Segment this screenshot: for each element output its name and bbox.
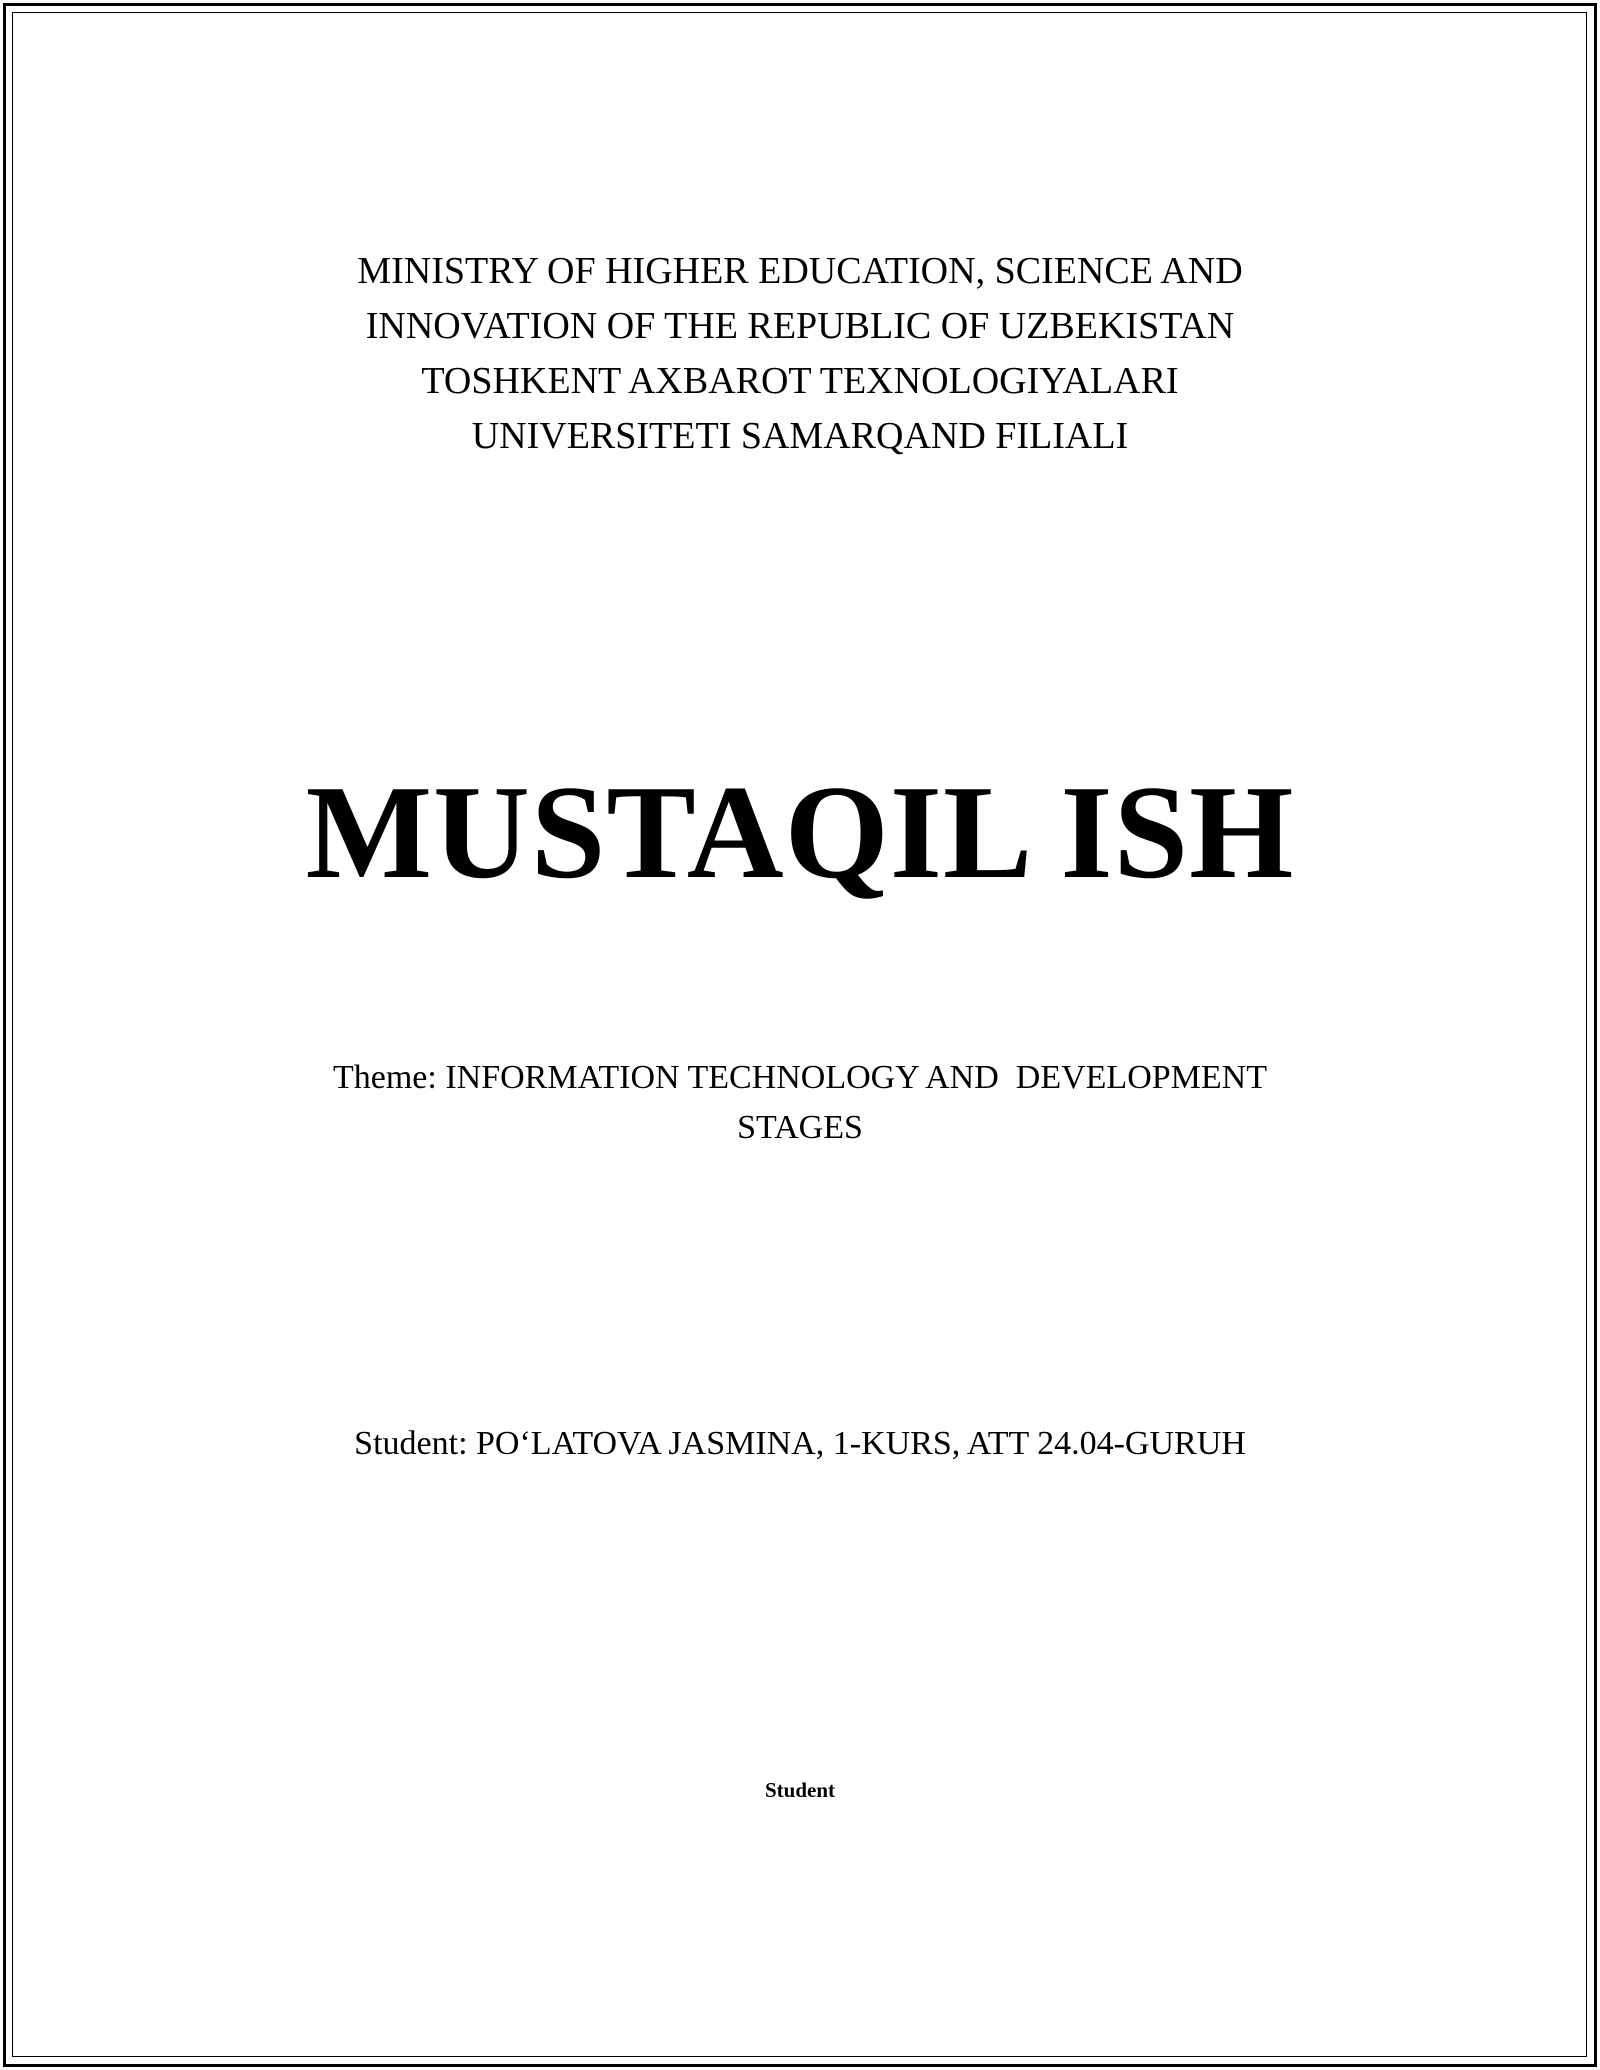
institution-line-2: INNOVATION OF THE REPUBLIC OF UZBEKISTAN [365, 305, 1235, 347]
institution-line-3: TOSHKENT AXBAROT TEXNOLOGIYALARI [421, 360, 1179, 402]
institution-line-4: UNIVERSITETI SAMARQAND FILIALI [471, 415, 1129, 457]
institution-header [0, 244, 1600, 464]
student-footer-label: Student [764, 1778, 836, 1802]
student-info: Student: PO‘LATOVA JASMINA, 1-KURS, ATT 24.04-GURUH [354, 1425, 1246, 1462]
document-title: MUSTAQIL ISH [305, 758, 1295, 906]
theme-text: Theme: INFORMATION TECHNOLOGY AND DEVELOPMENT STAGES [333, 1059, 1276, 1146]
institution-line-1: MINISTRY OF HIGHER EDUCATION, SCIENCE AND [357, 250, 1243, 292]
